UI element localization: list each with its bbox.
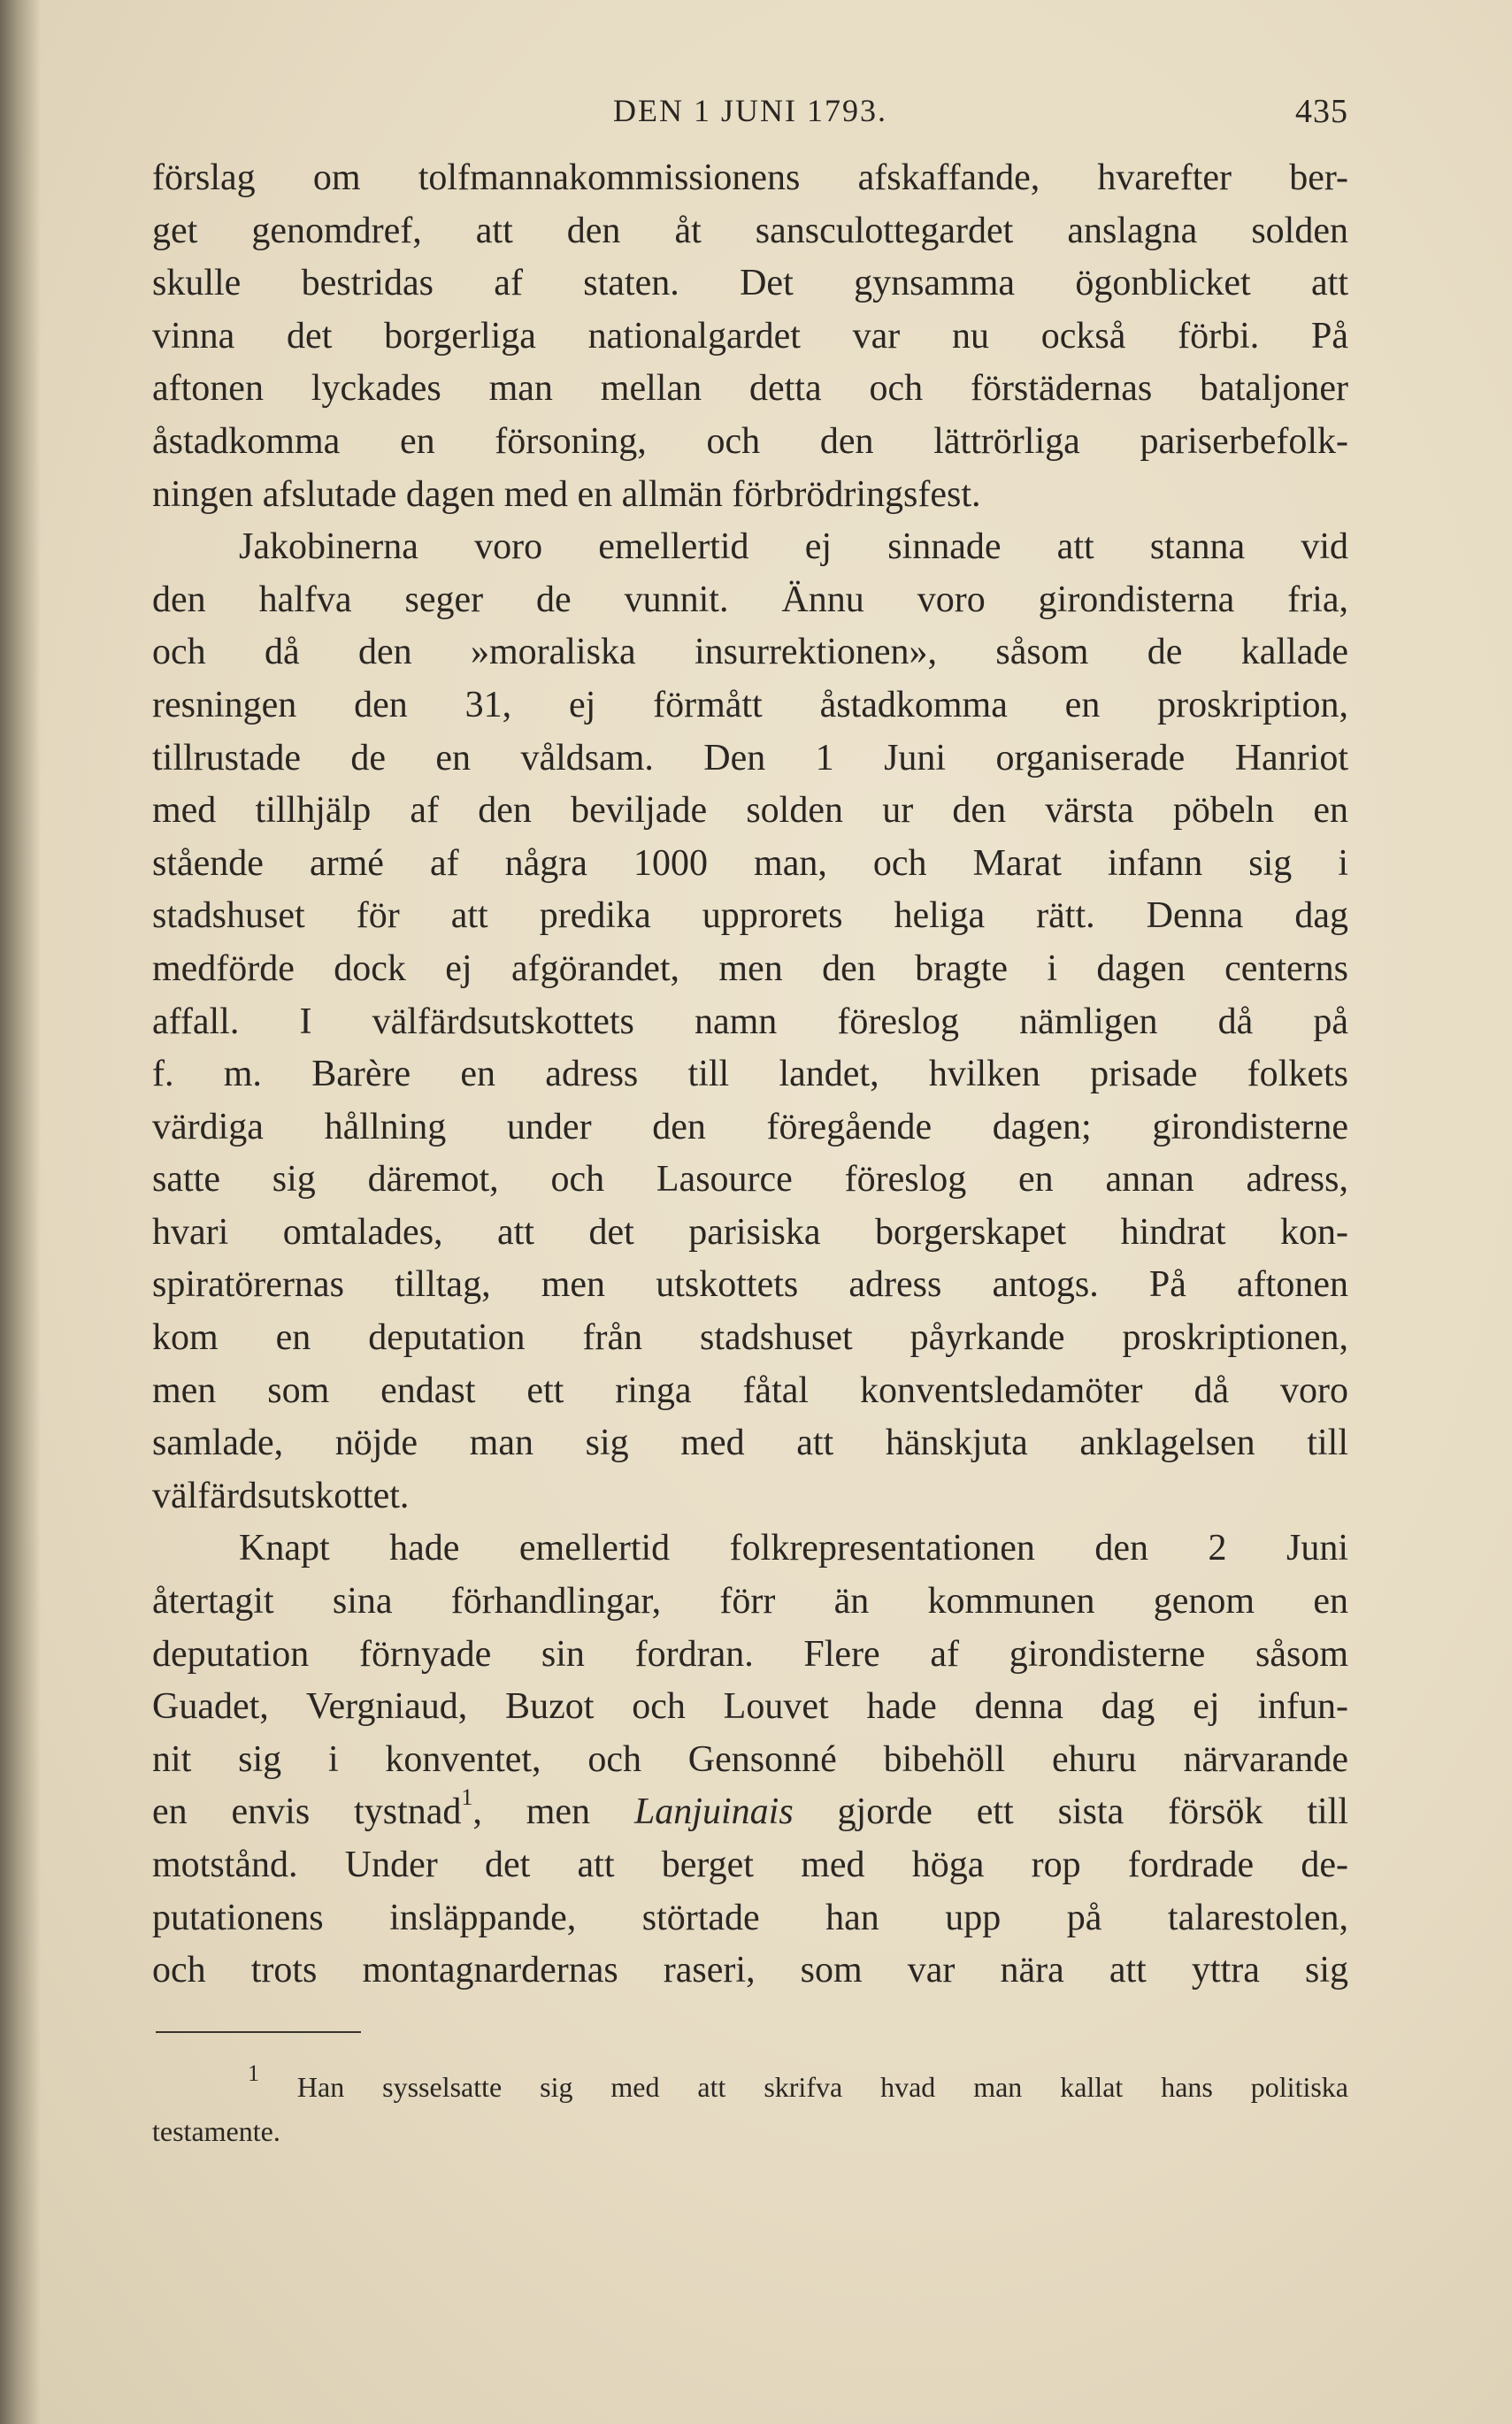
text-line: men som endast ett ringa fåtal konventsledamöter då voro: [152, 1369, 1348, 1411]
text-line: hvari omtalades, att det parisiska borgerskapet hindrat kon-: [152, 1211, 1348, 1253]
text-line: vinna det borgerliga nationalgardet var nu också förbi. På: [152, 315, 1348, 357]
text-line: Jakobinerna voro emellertid ej sinnade att stanna vid: [239, 526, 1348, 568]
text-line: stadshuset för att predika upprorets heliga rätt. Denna dag: [152, 895, 1348, 937]
text-line: ningen afslutade dagen med en allmän förbrödringsfest.: [152, 473, 981, 515]
text-line: den halfva seger de vunnit. Ännu voro girondisterna fria,: [152, 579, 1348, 620]
text-line: skulle bestridas af staten. Det gynsamma ögonblicket att: [152, 263, 1348, 304]
text-line: motstånd. Under det att berget med höga rop fordrade de-: [152, 1845, 1348, 1885]
text-line: samlade, nöjde man sig med att hänskjuta anklagelsen till: [152, 1423, 1348, 1464]
text-line: åstadkomma en försoning, och den lättrörliga pariserbefolk-: [152, 420, 1348, 462]
page-binding-shadow: [0, 0, 41, 2424]
text-line: resningen den 31, ej förmått åstadkomma en proskription,: [152, 684, 1348, 725]
text-line: aftonen lyckades man mellan detta och förstädernas bataljoner: [152, 368, 1348, 410]
text-line: och trots montagnardernas raseri, som var nära att yttra sig: [152, 1950, 1348, 1991]
text-line: putationens insläppande, störtade han upp på talarestolen,: [152, 1897, 1348, 1938]
text-line: f. m. Barère en adress till landet, hvilken prisade folkets: [152, 1054, 1348, 1095]
text-line: och då den »moraliska insurrektionen», såsom de kallade: [152, 632, 1348, 673]
footnote: [152, 2060, 1348, 2153]
text-fragment: en envis tystnad: [152, 1791, 462, 1833]
footnote-line: [152, 2060, 1348, 2109]
footnote-reference: 1: [461, 1784, 473, 1811]
text-line: förslag om tolfmannakommissionens afskaffande, hvarefter ber-: [152, 157, 1348, 198]
text-line: värdiga hållning under den föregående dagen; girondisterne: [152, 1106, 1348, 1147]
text-line: medförde dock ej afgörandet, men den bragte i dagen centerns: [152, 947, 1348, 989]
text-fragment: , men: [472, 1791, 634, 1833]
text-line: välfärdsutskottet.: [152, 1475, 410, 1516]
text-line: satte sig däremot, och Lasource föreslog en annan adress,: [152, 1159, 1348, 1200]
text-line: nit sig i konventet, och Gensonné bibehöll ehuru närvarande: [152, 1738, 1348, 1780]
text-fragment: gjorde ett sista försök till: [793, 1791, 1348, 1833]
text-line: stående armé af några 1000 man, och Marat infann sig i: [152, 842, 1348, 884]
text-line-with-footnote: [152, 1786, 1348, 1839]
text-line: get genomdref, att den åt sansculottegardet anslagna solden: [152, 210, 1348, 251]
text-line: kom en deputation från stadshuset påyrkande proskriptionen,: [152, 1317, 1348, 1359]
body-text: [152, 152, 1348, 1998]
text-line: återtagit sina förhandlingar, förr än kommunen genom en: [152, 1581, 1348, 1622]
text-line: tillrustade de en våldsam. Den 1 Juni organiserade Hanriot: [152, 737, 1348, 779]
text-line: deputation förnyade sin fordran. Flere af girondisterne såsom: [152, 1633, 1348, 1675]
text-line: spiratörernas tilltag, men utskottets adress antogs. På aftonen: [152, 1264, 1348, 1306]
text-line: Knapt hade emellertid folkrepresentationen den 2 Juni: [239, 1528, 1348, 1569]
text-line: affall. I välfärdsutskottets namn föreslog nämligen då på: [152, 1001, 1348, 1042]
page-number: 435: [1295, 93, 1348, 130]
italic-name: Lanjuinais: [633, 1791, 794, 1833]
text-line: med tillhjälp af den beviljade solden ur den värsta pöbeln en: [152, 790, 1348, 832]
running-head: DEN 1 JUNI 1793.: [613, 93, 887, 128]
footnote-divider: [156, 2031, 361, 2033]
text-line: Guadet, Vergniaud, Buzot och Louvet hade denna dag ej infun-: [152, 1686, 1348, 1728]
footnote-line: testamente.: [152, 2115, 280, 2147]
page-header: [152, 87, 1348, 136]
footnote-mark: 1: [248, 2060, 259, 2087]
footnote-text: Han sysselsatte sig med att skrifva hvad man kallat hans politiska: [259, 2071, 1348, 2103]
